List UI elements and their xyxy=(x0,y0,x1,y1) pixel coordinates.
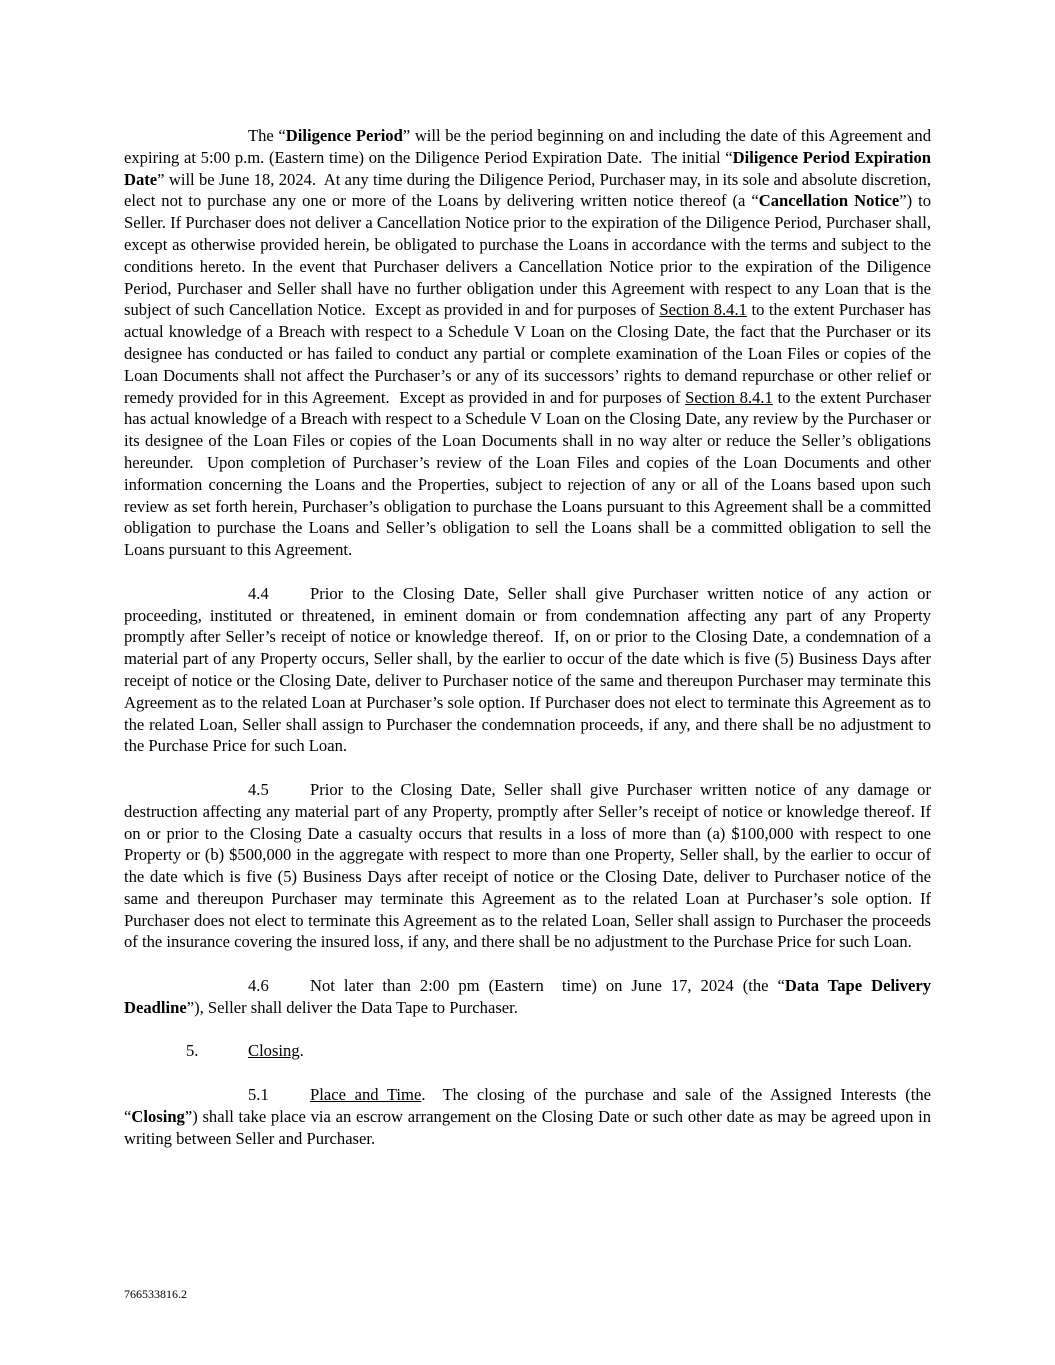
paragraph-5-1: 5.1 Place and Time. The closing of the purchase and sale of the Assigned Interests (the “Closing”) shall take place via an escrow arrangement on the Closing Date or such other date as may be agreed upon in writing between Seller and Purchaser. xyxy=(124,1085,931,1148)
subsection-heading: Place and Time xyxy=(310,1085,422,1105)
section-number: 4.6 xyxy=(248,976,269,996)
section-number: 4.5 xyxy=(248,779,269,799)
section-title: Closing xyxy=(248,1041,300,1061)
section-number: 4.4 xyxy=(248,583,269,603)
section-reference-link[interactable]: Section 8.4.1 xyxy=(659,300,747,320)
section-5-heading: 5. Closing. xyxy=(186,1041,304,1061)
paragraph-4-5: 4.5 Prior to the Closing Date, Seller shall give Purchaser written notice of any damage or destruction affecting any material part of any Property, promptly after Seller’s receipt of notice or knowledge thereof. If on or prior to the Closing Date a casualty occurs that results in a loss of more than (a) $100,000 with respect to one Property or (b) $500,000 in the aggregate with respect to more than one Property, Seller shall, by the earlier to occur of the date which is five (5) Business Days after receipt of notice or the Closing Date, deliver to Purchaser notice of the same and thereupon Purchaser may terminate this Agreement as to the related Loan at Purchaser’s sole option. If Purchaser does not elect to terminate this Agreement as to the related Loan, Seller shall assign to Purchaser the proceeds of the insurance covering the insured loss, if any, and there shall be no adjustment to the Purchase Price for such Loan. xyxy=(124,779,931,952)
defined-term-cancellation-notice: Cancellation Notice xyxy=(758,191,900,211)
defined-term-data-tape-deadline: Data Tape Delivery Deadline xyxy=(124,976,931,1017)
defined-term-expiration-date: Diligence Period Expiration Date xyxy=(124,147,932,189)
defined-term-closing: Closing xyxy=(131,1106,185,1126)
section-number: 5. xyxy=(186,1041,199,1061)
defined-term-diligence-period: Diligence Period xyxy=(285,126,403,145)
paragraph-diligence-period: The “Diligence Period” will be the period beginning on and including the date of this Agreement and expiring at 5:00 p.m. (Eastern time) on the Diligence Period Expiration Date. The initial “Diligence Period Expiration Date” will be June 18, 2024. At any time during the Diligence Period, Purchaser may, in its sole and absolute discretion, elect not to purchase any one or more of the Loans by delivering written notice thereof (a “Cancellation Notice”) to Seller. If Purchaser does not deliver a Cancellation Notice prior to the expiration of the Diligence Period, Purchaser shall, except as otherwise provided herein, be obligated to purchase the Loans in accordance with the terms and subject to the conditions hereto. In the event that Purchaser delivers a Cancellation Notice prior to the expiration of the Diligence Period, Purchaser and Seller shall have no further obligation under this Agreement with respect to any Loan that is the subject of such Cancellation Notice. Except as provided in and for purposes of Section 8.4.1 to the extent Purchaser has actual knowledge of a Breach with respect to a Schedule V Loan on the Closing Date, the fact that the Purchaser or its designee has conducted or has failed to conduct any partial or complete examination of the Loan Files or copies of the Loan Documents shall not affect the Purchaser’s or any of its successors’ rights to demand repurchase or other relief or remedy provided for in this Agreement. Except as provided in and for purposes of Section 8.4.1 to the extent Purchaser has actual knowledge of a Breach with respect to a Schedule V Loan on the Closing Date, any review by the Purchaser or its designee of the Loan Files or copies of the Loan Documents shall in no way alter or reduce the Seller’s obligations hereunder. Upon completion of Purchaser’s review of the Loan Files and copies of the Loan Documents and other information concerning the Loans and the Properties, subject to rejection of any or all of the Loans based upon such review as set forth herein, Purchaser’s obligation to purchase the Loans pursuant to this Agreement shall be a committed obligation to purchase the Loans and Seller’s obligation to sell the Loans shall be a committed obligation to sell the Loans pursuant to this Agreement. xyxy=(124,126,932,560)
paragraph-4-6: 4.6 Not later than 2:00 pm (Eastern time) on June 17, 2024 (the “Data Tape Delivery Deadline”), Seller shall deliver the Data Tape to Purchaser. xyxy=(124,976,931,1017)
document-id-footer: 766533816.2 xyxy=(124,1287,187,1301)
section-number: 5.1 xyxy=(248,1085,269,1105)
section-reference-link[interactable]: Section 8.4.1 xyxy=(685,387,773,407)
paragraph-4-4: 4.4 Prior to the Closing Date, Seller shall give Purchaser written notice of any action or proceeding, instituted or threatened, in eminent domain or from condemnation affecting any part of any Property promptly after Seller’s receipt of notice or knowledge thereof. If, on or prior to the Closing Date, a condemnation of a material part of any Property occurs, Seller shall, by the earlier to occur of the date which is five (5) Business Days after receipt of notice or the Closing Date, deliver to Purchaser notice of the same and thereupon Purchaser may terminate this Agreement as to the related Loan at Purchaser’s sole option. If Purchaser does not elect to terminate this Agreement as to the related Loan, Seller shall assign to Purchaser the condemnation proceeds, if any, and there shall be no adjustment to the Purchase Price for such Loan. xyxy=(124,583,931,756)
document-page xyxy=(124,125,931,1149)
